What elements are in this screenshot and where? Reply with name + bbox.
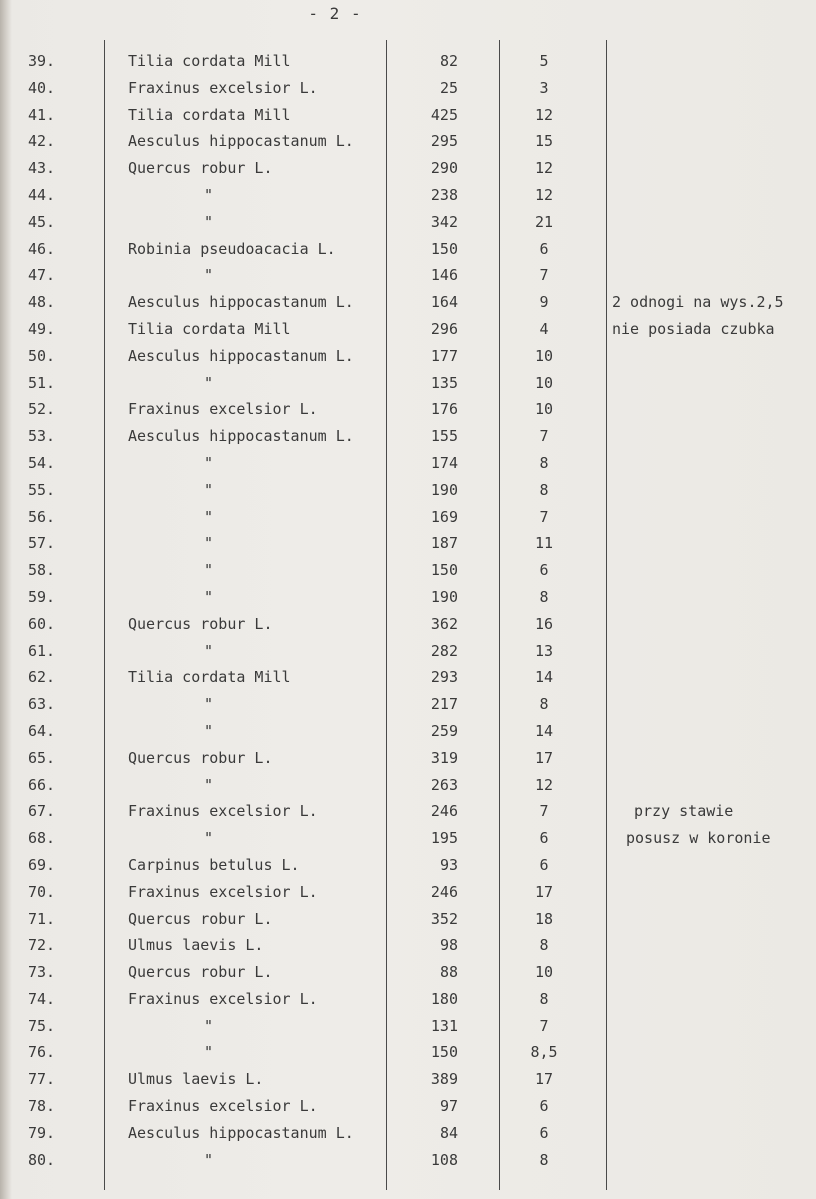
tree-height: 8 — [539, 695, 549, 714]
species-name: " — [204, 641, 214, 660]
table-row — [0, 959, 816, 986]
row-number: 60. — [28, 614, 56, 633]
table-row — [0, 316, 816, 343]
trunk-circumference: 290 — [430, 159, 458, 178]
trunk-circumference: 296 — [430, 319, 458, 338]
row-number: 74. — [28, 989, 56, 1008]
tree-height: 13 — [534, 641, 554, 660]
species-name: Aesculus hippocastanum L. — [128, 293, 354, 312]
table-row — [0, 477, 816, 504]
species-name: " — [204, 1150, 214, 1169]
row-number: 39. — [28, 52, 56, 70]
species-name: Fraxinus excelsior L. — [128, 400, 318, 419]
species-name: Quercus robur L. — [128, 748, 273, 767]
table-row — [0, 370, 816, 397]
species-name: Ulmus laevis L. — [128, 1070, 264, 1089]
row-number: 41. — [28, 105, 56, 124]
row-number: 69. — [28, 855, 56, 874]
species-name: " — [204, 507, 214, 526]
tree-height: 12 — [534, 185, 554, 204]
row-number: 43. — [28, 159, 56, 178]
tree-height: 4 — [539, 319, 549, 338]
table-row — [0, 718, 816, 745]
tree-height: 17 — [534, 882, 554, 901]
species-name: " — [204, 829, 214, 848]
trunk-circumference: 246 — [430, 802, 458, 821]
table-row — [0, 1147, 816, 1174]
table-row — [0, 343, 816, 370]
species-name: " — [204, 1043, 214, 1062]
trunk-circumference: 176 — [430, 400, 458, 419]
trunk-circumference: 164 — [430, 293, 458, 312]
trunk-circumference: 352 — [430, 909, 458, 928]
tree-height: 8 — [539, 480, 549, 499]
tree-height: 7 — [539, 1016, 549, 1035]
table-row — [0, 48, 816, 75]
table-row — [0, 209, 816, 236]
species-name: " — [204, 695, 214, 714]
table-row — [0, 638, 816, 665]
tree-height: 6 — [539, 561, 549, 580]
species-name: " — [204, 266, 214, 285]
table-row — [0, 289, 816, 316]
trunk-circumference: 98 — [439, 936, 458, 955]
tree-height: 10 — [534, 346, 554, 365]
row-number: 62. — [28, 668, 56, 687]
row-number: 70. — [28, 882, 56, 901]
species-name: Aesculus hippocastanum L. — [128, 132, 354, 151]
table-row — [0, 932, 816, 959]
species-name: Tilia cordata Mill — [128, 319, 291, 338]
remarks: nie posiada czubka — [612, 319, 775, 338]
tree-height: 7 — [539, 507, 549, 526]
row-number: 53. — [28, 427, 56, 446]
row-number: 46. — [28, 239, 56, 258]
table-row — [0, 852, 816, 879]
table-row — [0, 1093, 816, 1120]
species-name: " — [204, 775, 214, 794]
table-row — [0, 745, 816, 772]
species-name: " — [204, 453, 214, 472]
species-name: Carpinus betulus L. — [128, 855, 300, 874]
tree-height: 12 — [534, 775, 554, 794]
tree-height: 9 — [539, 293, 549, 312]
table-row — [0, 450, 816, 477]
table-row — [0, 906, 816, 933]
trunk-circumference: 155 — [430, 427, 458, 446]
species-name: Fraxinus excelsior L. — [128, 802, 318, 821]
trunk-circumference: 97 — [439, 1097, 458, 1116]
trunk-circumference: 131 — [430, 1016, 458, 1035]
tree-inventory-table — [0, 48, 816, 1173]
page-number: - 2 - — [308, 4, 362, 23]
tree-height: 8,5 — [530, 1043, 558, 1062]
trunk-circumference: 425 — [430, 105, 458, 124]
species-name: " — [204, 1016, 214, 1035]
row-number: 79. — [28, 1123, 56, 1142]
row-number: 65. — [28, 748, 56, 767]
trunk-circumference: 150 — [430, 239, 458, 258]
tree-height: 6 — [539, 1123, 549, 1142]
tree-height: 7 — [539, 802, 549, 821]
table-row — [0, 879, 816, 906]
species-name: " — [204, 561, 214, 580]
trunk-circumference: 150 — [430, 1043, 458, 1062]
tree-height: 5 — [539, 52, 549, 70]
row-number: 63. — [28, 695, 56, 714]
tree-height: 8 — [539, 936, 549, 955]
trunk-circumference: 195 — [430, 829, 458, 848]
table-row — [0, 772, 816, 799]
tree-height: 8 — [539, 1150, 549, 1169]
trunk-circumference: 82 — [439, 52, 458, 70]
tree-height: 10 — [534, 373, 554, 392]
row-number: 51. — [28, 373, 56, 392]
row-number: 67. — [28, 802, 56, 821]
species-name: Quercus robur L. — [128, 909, 273, 928]
tree-height: 12 — [534, 105, 554, 124]
row-number: 45. — [28, 212, 56, 231]
trunk-circumference: 177 — [430, 346, 458, 365]
table-row — [0, 1013, 816, 1040]
tree-height: 7 — [539, 266, 549, 285]
row-number: 40. — [28, 78, 56, 97]
tree-height: 7 — [539, 427, 549, 446]
table-row — [0, 557, 816, 584]
remarks: posusz w koronie — [626, 829, 771, 848]
species-name: Fraxinus excelsior L. — [128, 1097, 318, 1116]
trunk-circumference: 293 — [430, 668, 458, 687]
species-name: " — [204, 534, 214, 553]
species-name: Quercus robur L. — [128, 159, 273, 178]
trunk-circumference: 362 — [430, 614, 458, 633]
row-number: 49. — [28, 319, 56, 338]
tree-height: 14 — [534, 721, 554, 740]
tree-height: 6 — [539, 239, 549, 258]
tree-height: 16 — [534, 614, 554, 633]
species-name: Robinia pseudoacacia L. — [128, 239, 336, 258]
row-number: 64. — [28, 721, 56, 740]
trunk-circumference: 295 — [430, 132, 458, 151]
species-name: " — [204, 185, 214, 204]
species-name: Fraxinus excelsior L. — [128, 989, 318, 1008]
trunk-circumference: 108 — [430, 1150, 458, 1169]
table-row — [0, 530, 816, 557]
tree-height: 8 — [539, 989, 549, 1008]
species-name: " — [204, 480, 214, 499]
tree-height: 3 — [539, 78, 549, 97]
table-row — [0, 236, 816, 263]
row-number: 78. — [28, 1097, 56, 1116]
species-name: Aesculus hippocastanum L. — [128, 427, 354, 446]
species-name: Tilia cordata Mill — [128, 52, 291, 70]
table-row — [0, 155, 816, 182]
tree-height: 6 — [539, 855, 549, 874]
table-row — [0, 128, 816, 155]
trunk-circumference: 146 — [430, 266, 458, 285]
species-name: " — [204, 587, 214, 606]
row-number: 77. — [28, 1070, 56, 1089]
trunk-circumference: 174 — [430, 453, 458, 472]
tree-height: 10 — [534, 400, 554, 419]
table-row — [0, 182, 816, 209]
row-number: 54. — [28, 453, 56, 472]
row-number: 57. — [28, 534, 56, 553]
table-row — [0, 798, 816, 825]
tree-height: 18 — [534, 909, 554, 928]
species-name: Tilia cordata Mill — [128, 668, 291, 687]
species-name: Aesculus hippocastanum L. — [128, 1123, 354, 1142]
species-name: Quercus robur L. — [128, 963, 273, 982]
tree-height: 12 — [534, 159, 554, 178]
row-number: 61. — [28, 641, 56, 660]
species-name: Quercus robur L. — [128, 614, 273, 633]
table-row — [0, 986, 816, 1013]
trunk-circumference: 389 — [430, 1070, 458, 1089]
species-name: Tilia cordata Mill — [128, 105, 291, 124]
row-number: 76. — [28, 1043, 56, 1062]
trunk-circumference: 342 — [430, 212, 458, 231]
table-row — [0, 504, 816, 531]
table-row — [0, 423, 816, 450]
trunk-circumference: 190 — [430, 480, 458, 499]
trunk-circumference: 217 — [430, 695, 458, 714]
row-number: 44. — [28, 185, 56, 204]
table-row — [0, 262, 816, 289]
tree-height: 6 — [539, 1097, 549, 1116]
trunk-circumference: 25 — [439, 78, 458, 97]
row-number: 75. — [28, 1016, 56, 1035]
remarks: przy stawie — [634, 802, 734, 821]
species-name: " — [204, 721, 214, 740]
row-number: 50. — [28, 346, 56, 365]
trunk-circumference: 319 — [430, 748, 458, 767]
table-row — [0, 102, 816, 129]
tree-height: 17 — [534, 1070, 554, 1089]
species-name: Ulmus laevis L. — [128, 936, 264, 955]
row-number: 71. — [28, 909, 56, 928]
table-row — [0, 1039, 816, 1066]
trunk-circumference: 238 — [430, 185, 458, 204]
trunk-circumference: 135 — [430, 373, 458, 392]
table-row — [0, 75, 816, 102]
row-number: 58. — [28, 561, 56, 580]
table-row — [0, 1066, 816, 1093]
trunk-circumference: 259 — [430, 721, 458, 740]
row-number: 66. — [28, 775, 56, 794]
row-number: 55. — [28, 480, 56, 499]
trunk-circumference: 246 — [430, 882, 458, 901]
trunk-circumference: 93 — [439, 855, 458, 874]
trunk-circumference: 190 — [430, 587, 458, 606]
table-row — [0, 611, 816, 638]
row-number: 72. — [28, 936, 56, 955]
trunk-circumference: 84 — [439, 1123, 458, 1142]
row-number: 47. — [28, 266, 56, 285]
trunk-circumference: 263 — [430, 775, 458, 794]
remarks: 2 odnogi na wys.2,5 — [612, 293, 784, 312]
species-name: " — [204, 212, 214, 231]
tree-height: 17 — [534, 748, 554, 767]
row-number: 42. — [28, 132, 56, 151]
tree-height: 14 — [534, 668, 554, 687]
tree-height: 10 — [534, 963, 554, 982]
table-row — [0, 396, 816, 423]
trunk-circumference: 169 — [430, 507, 458, 526]
table-row — [0, 664, 816, 691]
trunk-circumference: 88 — [439, 963, 458, 982]
table-row — [0, 584, 816, 611]
row-number: 56. — [28, 507, 56, 526]
trunk-circumference: 282 — [430, 641, 458, 660]
table-row — [0, 1120, 816, 1147]
tree-height: 15 — [534, 132, 554, 151]
species-name: Fraxinus excelsior L. — [128, 882, 318, 901]
trunk-circumference: 180 — [430, 989, 458, 1008]
species-name: Fraxinus excelsior L. — [128, 78, 318, 97]
trunk-circumference: 187 — [430, 534, 458, 553]
tree-height: 21 — [534, 212, 554, 231]
table-row — [0, 691, 816, 718]
trunk-circumference: 150 — [430, 561, 458, 580]
tree-height: 8 — [539, 453, 549, 472]
row-number: 80. — [28, 1150, 56, 1169]
species-name: Aesculus hippocastanum L. — [128, 346, 354, 365]
table-row — [0, 825, 816, 852]
tree-height: 6 — [539, 829, 549, 848]
row-number: 59. — [28, 587, 56, 606]
tree-height: 8 — [539, 587, 549, 606]
tree-height: 11 — [534, 534, 554, 553]
row-number: 68. — [28, 829, 56, 848]
row-number: 73. — [28, 963, 56, 982]
row-number: 48. — [28, 293, 56, 312]
species-name: " — [204, 373, 214, 392]
row-number: 52. — [28, 400, 56, 419]
